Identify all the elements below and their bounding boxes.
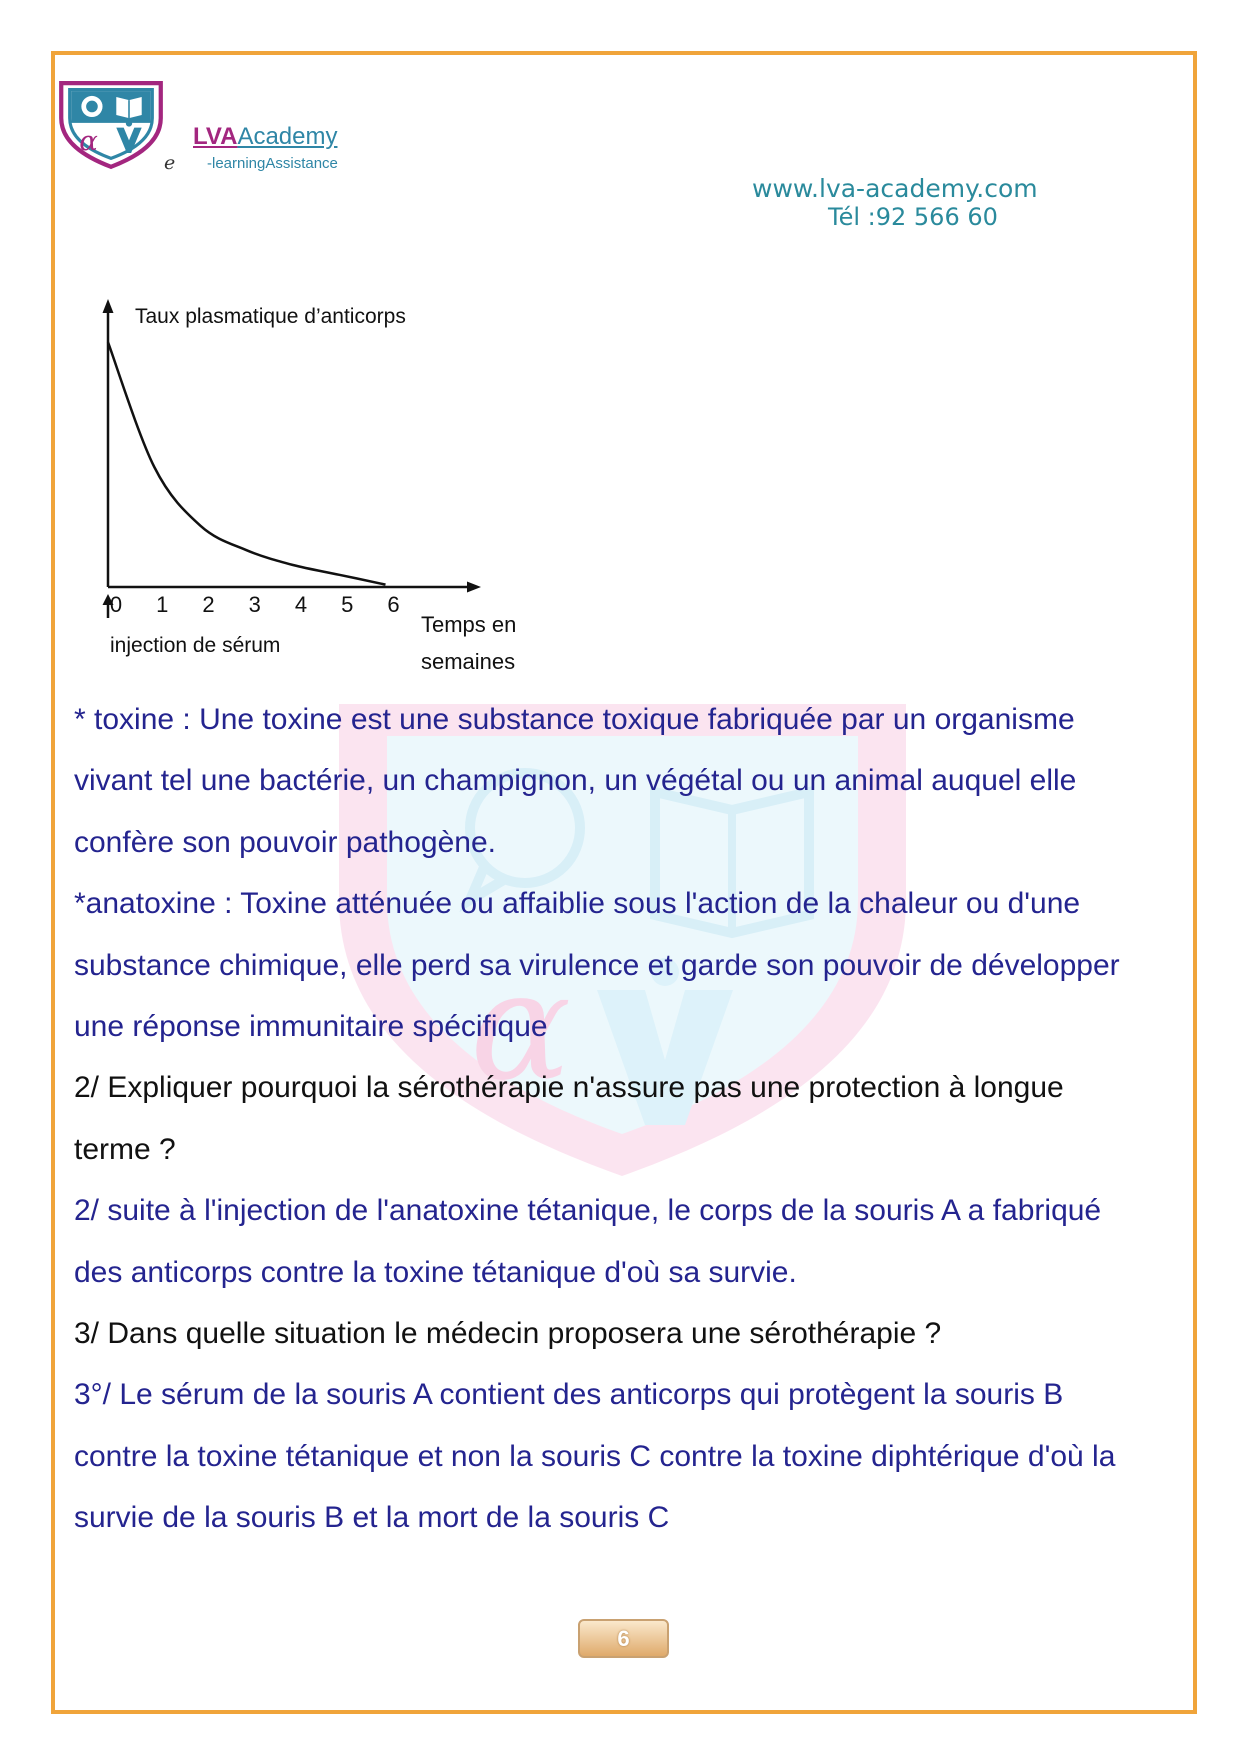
x-tick-label-0: 0: [109, 592, 123, 617]
website-link[interactable]: www.lva-academy.com: [752, 174, 1038, 203]
injection-annotation: injection de sérum: [110, 634, 281, 657]
x-tick-label-6: 6: [387, 592, 400, 617]
answer-2-line-1: 2/ suite à l'injection de l'anatoxine tétanique, le corps de la souris A a fabriqué: [74, 1194, 1102, 1228]
brand-academy: Academy: [237, 123, 338, 150]
logo-figure-head: [126, 120, 132, 126]
toxine-definition-line-1: * toxine : Une toxine est une substance toxique fabriquée par un organisme: [74, 703, 1075, 736]
brand-tagline: -learningAssistance: [207, 155, 338, 172]
x-tick-label-2: 2: [202, 592, 215, 617]
anatoxine-definition-line-3: une réponse immunitaire spécifique: [74, 1009, 548, 1043]
x-tick-label-3: 3: [248, 592, 261, 617]
series-line: [108, 342, 386, 584]
headset-icon-inner: [86, 101, 98, 113]
x-axis-label-line-1: Temps en: [421, 612, 517, 637]
brand-name: [193, 123, 337, 151]
phone-number: Tél :92 566 60: [828, 203, 998, 231]
anatoxine-definition-line-2: substance chimique, elle perd sa virulence et garde son pouvoir de développer: [74, 948, 1120, 982]
logo-alpha-symbol: α: [79, 124, 98, 157]
x-axis-arrowhead: [467, 582, 481, 593]
page-number: 6: [578, 1619, 669, 1658]
lva-academy-logo: [58, 80, 164, 170]
y-axis-label: Taux plasmatique d’anticorps: [135, 305, 406, 328]
anatoxine-definition-line-1: *anatoxine : Toxine atténuée ou affaiblie sous l'action de la chaleur ou d'une: [74, 887, 1081, 921]
antibody-level-chart: [90, 290, 540, 680]
toxine-definition-line-2: vivant tel une bactérie, un champignon, un végétal ou un animal auquel elle: [74, 764, 1077, 798]
watermark-alpha-symbol: α: [470, 940, 572, 1114]
answer-2-line-2: des anticorps contre la toxine tétanique d'où sa survie.: [74, 1255, 797, 1289]
x-tick-label-4: 4: [294, 592, 308, 617]
answer-3-line-2: contre la toxine tétanique et non la souris C contre la toxine diphtérique d'où la: [74, 1439, 1116, 1473]
y-axis-arrowhead: [103, 299, 114, 313]
brand-lva: LVA: [193, 123, 238, 150]
question-2-line-2: terme ?: [74, 1132, 176, 1166]
answer-3-line-1: 3°/ Le sérum de la souris A contient des anticorps qui protègent la souris B: [74, 1378, 1064, 1412]
brand-e-letter: e: [164, 152, 176, 174]
toxine-definition-line-3: confère son pouvoir pathogène.: [74, 825, 496, 859]
question-3-line-1: 3/ Dans quelle situation le médecin proposera une sérothérapie ?: [74, 1316, 942, 1350]
x-tick-label-5: 5: [341, 592, 354, 617]
x-tick-labels: [110, 592, 400, 617]
answer-sheet-text: [74, 689, 1120, 1548]
answer-3-line-3: survie de la souris B et la mort de la souris C: [74, 1501, 670, 1535]
x-tick-label-1: 1: [156, 592, 169, 617]
question-2-line-1: 2/ Expliquer pourquoi la sérothérapie n'assure pas une protection à longue: [74, 1071, 1064, 1105]
x-axis-label-line-2: semaines: [421, 649, 516, 674]
